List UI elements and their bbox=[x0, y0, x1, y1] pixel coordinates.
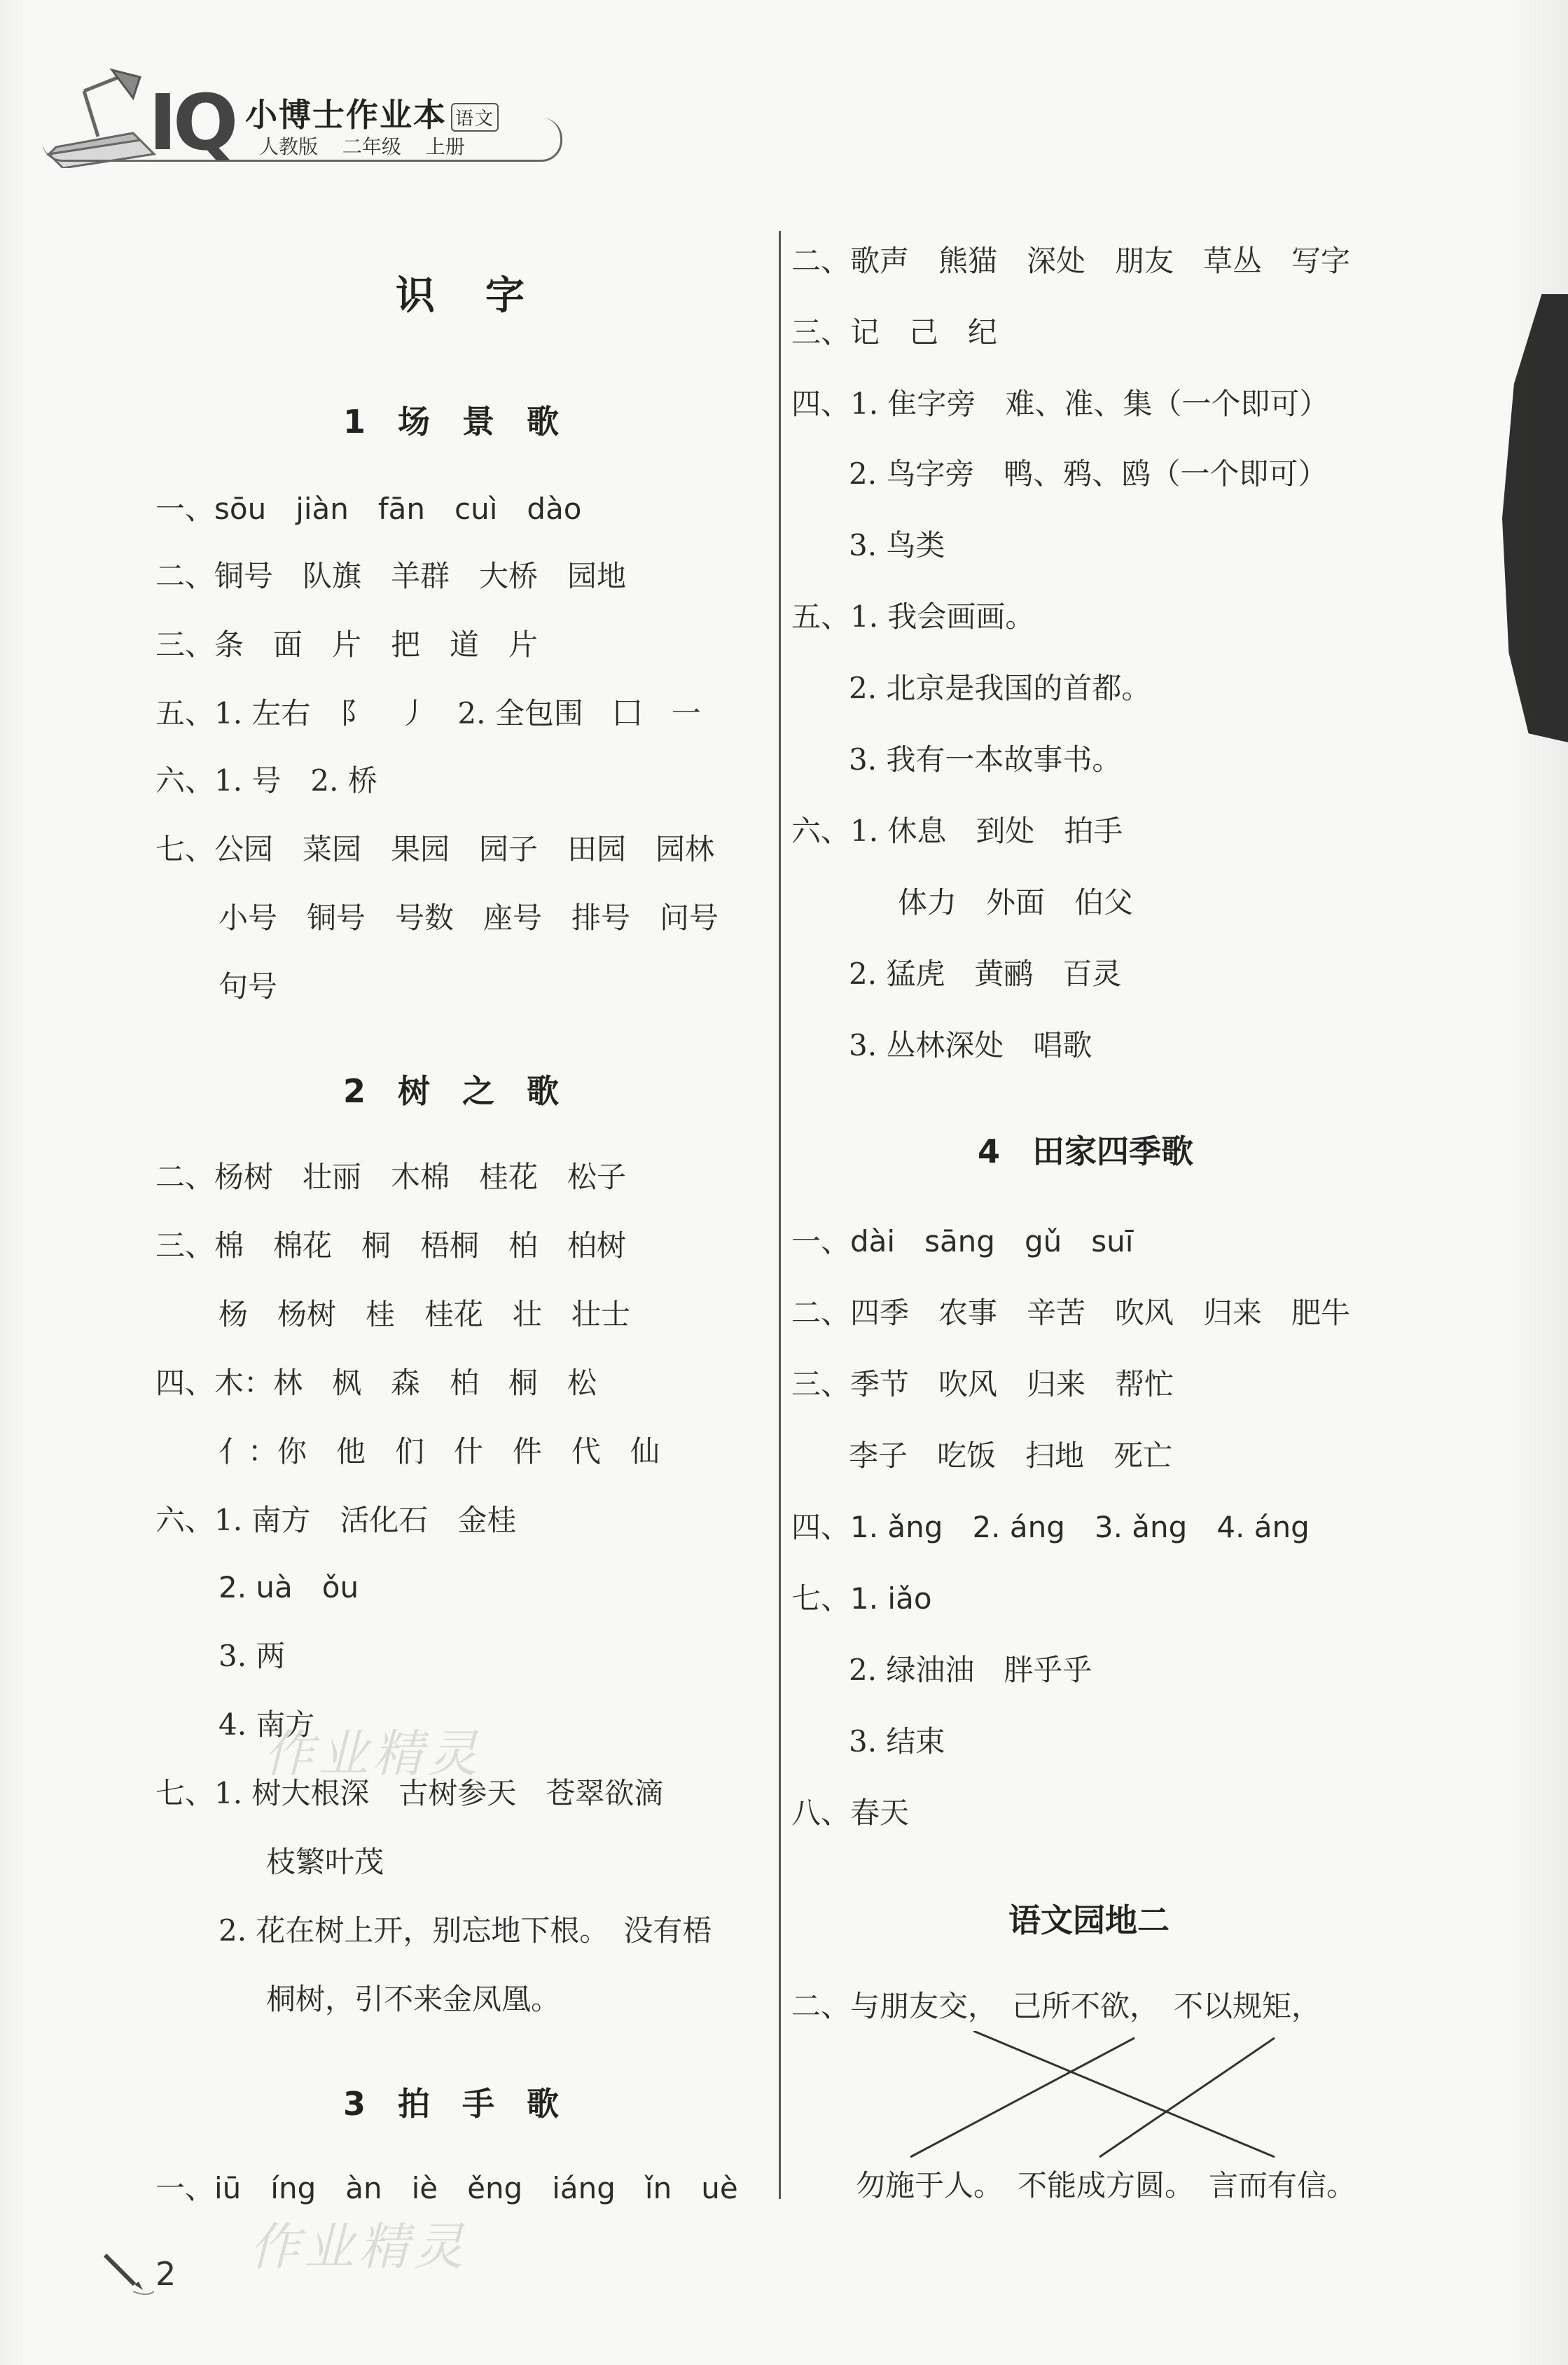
lesson1-line8: 句号 bbox=[218, 969, 278, 1004]
lesson2-line2: 三、棉 棉花 桐 梧桐 柏 柏树 bbox=[155, 1228, 627, 1263]
lesson3-line12: 2. 猛虎 黄鹂 百灵 bbox=[849, 957, 1122, 991]
lesson4-line6: 七、1. iǎo bbox=[791, 1581, 932, 1616]
lesson3-line2: 二、歌声 熊猫 深处 朋友 草丛 写字 bbox=[791, 244, 1351, 278]
lesson3-line8: 2. 北京是我国的首都。 bbox=[849, 671, 1151, 705]
volume: 上册 bbox=[425, 135, 465, 158]
lesson2-line3: 杨 杨树 桂 桂花 壮 壮士 bbox=[218, 1297, 631, 1331]
lesson2-line8: 3. 两 bbox=[218, 1639, 286, 1673]
brand-logo: IQ bbox=[148, 78, 235, 167]
book-meta bbox=[259, 132, 483, 160]
lesson2-line9: 4. 南方 bbox=[218, 1707, 315, 1742]
lesson3-line1: 一、iū íng àn iè ěng iáng ǐn uè bbox=[155, 2171, 738, 2205]
edition: 人教版 bbox=[259, 135, 319, 158]
column-divider bbox=[779, 231, 781, 2199]
lesson3-line4: 四、1. 隹字旁 难、准、集（一个即可） bbox=[791, 387, 1329, 421]
lesson1-title: 1 场 景 歌 bbox=[343, 403, 560, 441]
watermark: 作业精灵 bbox=[263, 1724, 483, 1783]
lesson2-line13: 桐树，引不来金凤凰。 bbox=[266, 1982, 561, 2016]
lesson4-line4: 李子 吃饭 扫地 死亡 bbox=[849, 1438, 1173, 1473]
lesson3-title: 3 拍 手 歌 bbox=[343, 2085, 560, 2123]
lesson1-line1: 一、sōu jiàn fān cuì dào bbox=[155, 492, 582, 526]
lesson2-line4: 四、木：林 枫 森 柏 桐 松 bbox=[155, 1366, 597, 1400]
book-title bbox=[245, 90, 499, 136]
lesson2-line1: 二、杨树 壮丽 木棉 桂花 松子 bbox=[155, 1160, 627, 1194]
lesson4-line2: 二、四季 农事 辛苦 吹风 归来 肥牛 bbox=[791, 1296, 1351, 1330]
book-title-text: 小博士作业本 bbox=[245, 96, 447, 134]
garden2-title: 语文园地二 bbox=[1008, 1901, 1170, 1939]
lesson3-line5: 2. 鸟字旁 鸭、鸦、鸥（一个即可） bbox=[849, 457, 1328, 491]
lesson1-line7: 小号 铜号 号数 座号 排号 问号 bbox=[218, 901, 719, 935]
lesson2-title: 2 树 之 歌 bbox=[343, 1072, 560, 1110]
lesson4-line5: 四、1. ǎng 2. áng 3. ǎng 4. áng bbox=[791, 1510, 1310, 1544]
grade: 二年级 bbox=[342, 135, 401, 158]
lesson2-line5: 亻：你 他 们 什 件 代 仙 bbox=[218, 1434, 660, 1469]
garden2-line2: 勿施于人。 不能成方圆。 言而有信。 bbox=[856, 2168, 1357, 2203]
lesson2-line10: 七、1. 树大根深 古树参天 苍翠欲滴 bbox=[155, 1776, 664, 1810]
lesson2-line11: 枝繁叶茂 bbox=[266, 1845, 384, 1879]
lesson3-line10: 六、1. 休息 到处 拍手 bbox=[791, 814, 1123, 848]
lesson3-line7: 五、1. 我会画画。 bbox=[791, 599, 1035, 634]
lesson2-line12: 2. 花在树上开，别忘地下根。 没有梧 bbox=[218, 1913, 712, 1948]
lesson2-line7: 2. uà ǒu bbox=[218, 1570, 359, 1604]
lesson2-line6: 六、1. 南方 活化石 金桂 bbox=[155, 1503, 517, 1537]
lesson1-line4: 五、1. 左右 阝 丿 2. 全包围 囗 一 bbox=[155, 696, 701, 730]
lesson1-line3: 三、条 面 片 把 道 片 bbox=[155, 627, 539, 662]
lesson4-line3: 三、季节 吹风 归来 帮忙 bbox=[791, 1367, 1174, 1401]
pencil-icon bbox=[98, 2248, 154, 2297]
lesson3-line11: 体力 外面 伯父 bbox=[898, 885, 1134, 920]
lesson1-line6: 七、公园 菜园 果园 园子 田园 园林 bbox=[155, 832, 715, 866]
lesson4-line7: 2. 绿油油 胖乎乎 bbox=[849, 1653, 1092, 1687]
subject-badge: 语文 bbox=[451, 103, 499, 132]
lesson1-line5: 六、1. 号 2. 桥 bbox=[155, 763, 377, 798]
unit-title: 识 字 bbox=[396, 273, 530, 319]
lesson3-line3: 三、记 己 纪 bbox=[791, 315, 998, 349]
lesson4-line9: 八、春天 bbox=[791, 1796, 910, 1830]
matching-lines bbox=[910, 2031, 1303, 2171]
garden2-line1: 二、与朋友交， 己所不欲， 不以规矩， bbox=[791, 1989, 1321, 2023]
watermark-bottom: 作业精灵 bbox=[249, 2217, 469, 2276]
lesson4-line8: 3. 结束 bbox=[849, 1724, 945, 1759]
lesson3-line6: 3. 鸟类 bbox=[849, 528, 945, 562]
lesson3-line13: 3. 丛林深处 唱歌 bbox=[849, 1028, 1092, 1062]
lesson4-line1: 一、dài sāng gǔ suī bbox=[791, 1224, 1134, 1258]
lesson4-title: 4 田家四季歌 bbox=[978, 1132, 1194, 1170]
lesson1-line2: 二、铜号 队旗 羊群 大桥 园地 bbox=[155, 559, 627, 593]
lesson3-line9: 3. 我有一本故事书。 bbox=[849, 742, 1122, 777]
book-header bbox=[28, 56, 532, 168]
page-number: 2 bbox=[155, 2255, 176, 2293]
